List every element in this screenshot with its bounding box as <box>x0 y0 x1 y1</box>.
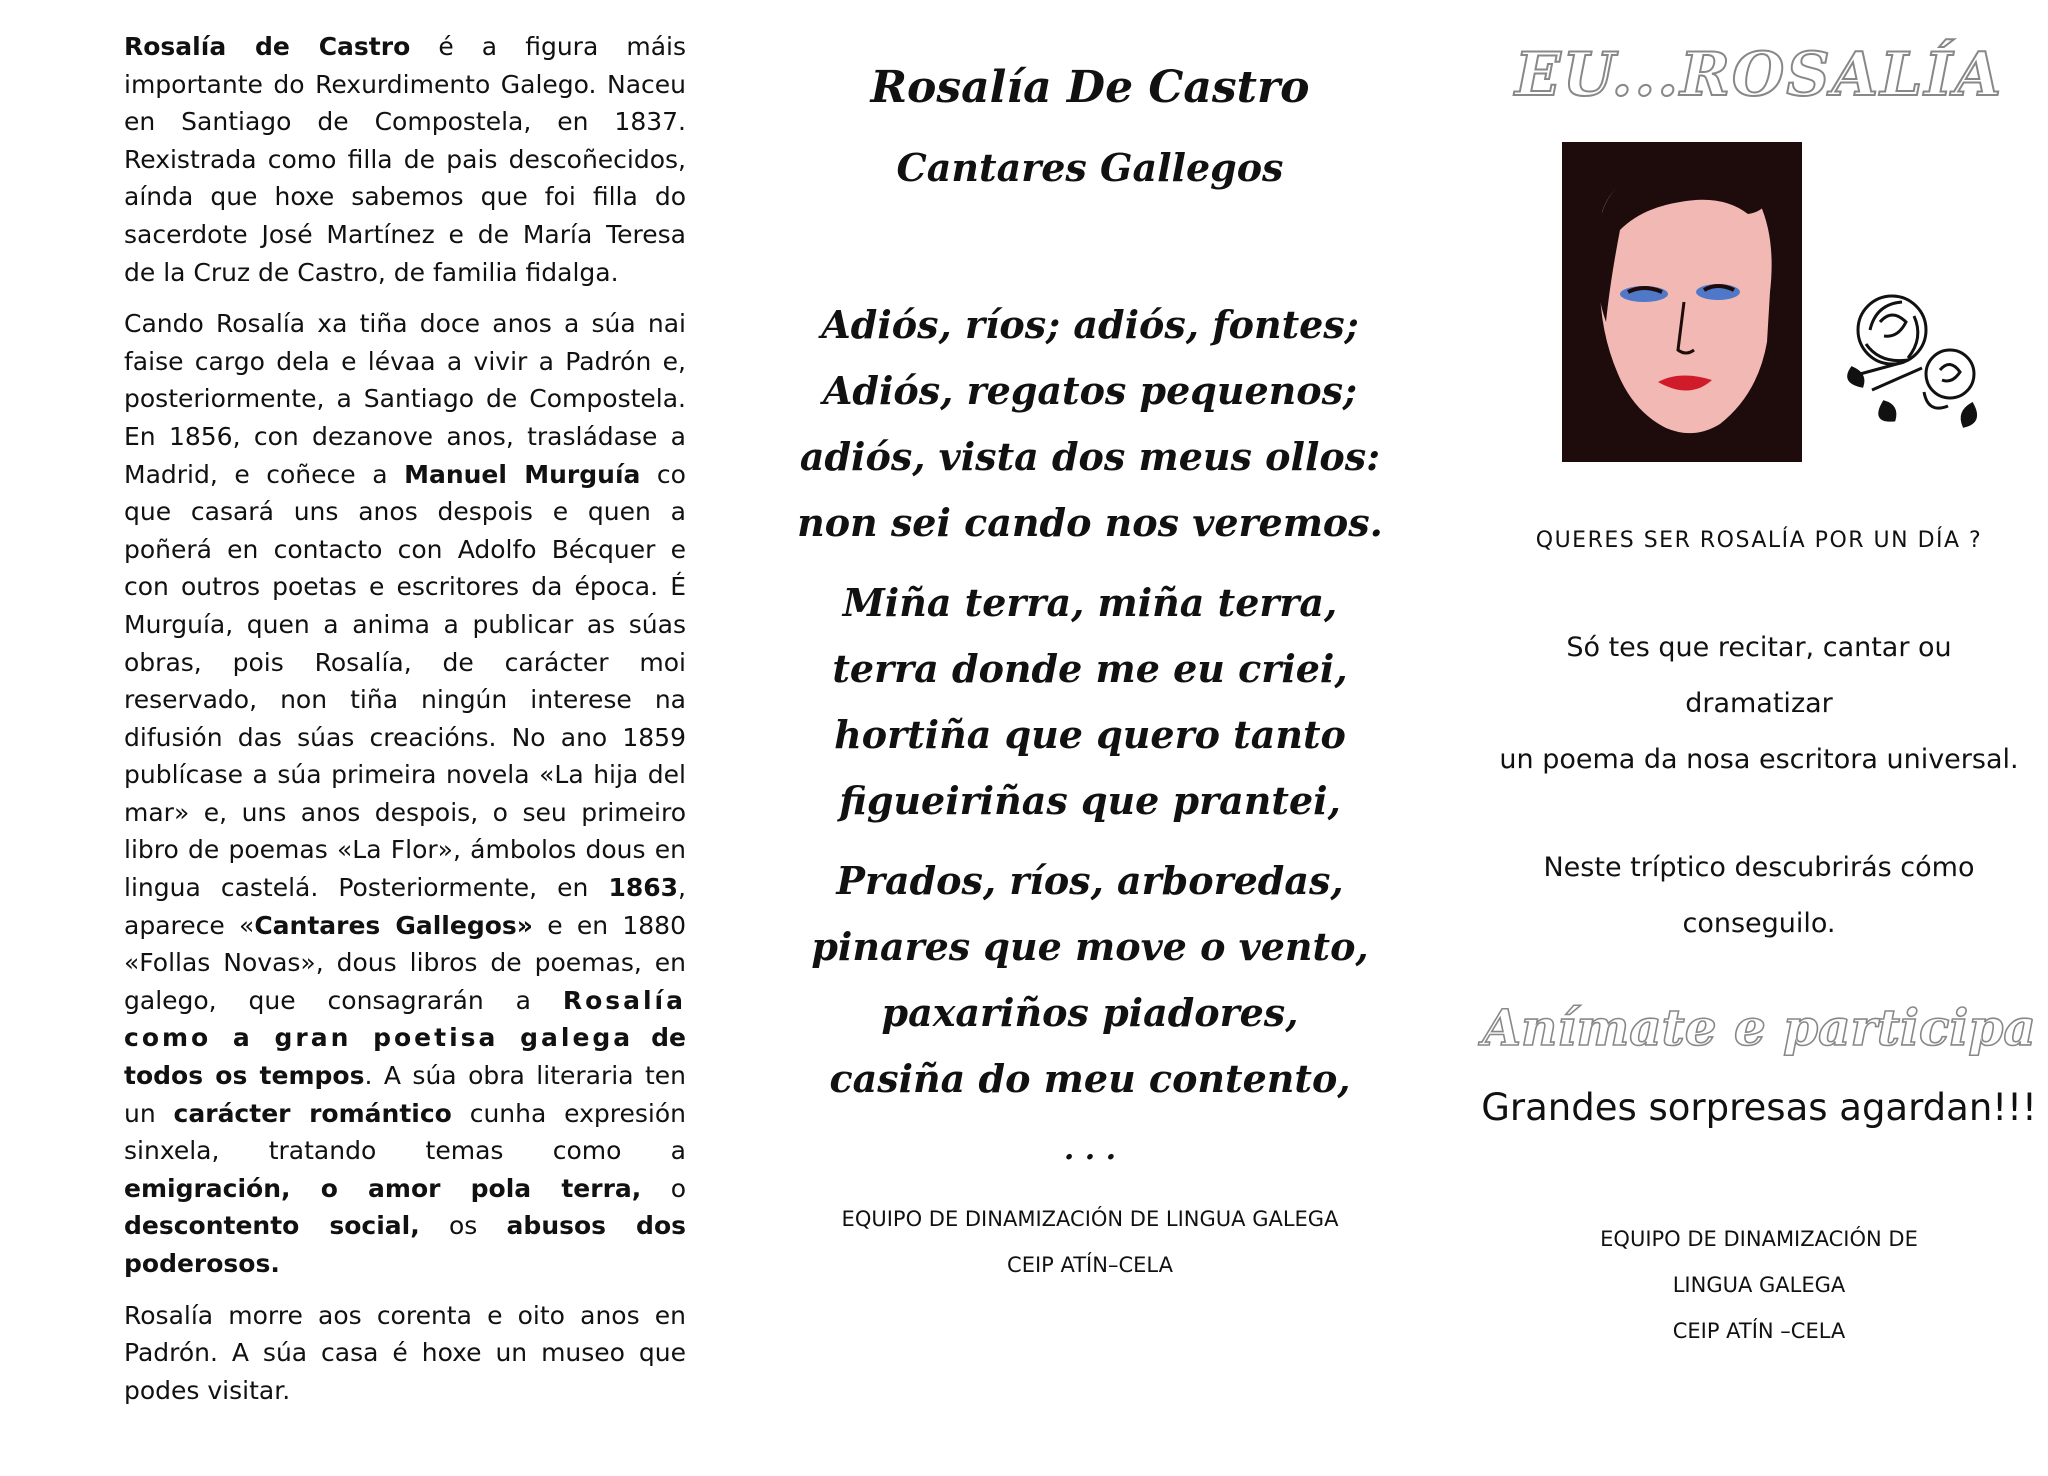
poem-line: casiña do meu contento, <box>829 1056 1351 1101</box>
text-run: . A súa obra literaria ten un <box>124 1061 686 1128</box>
bio-paragraph-3 <box>124 1297 686 1410</box>
poem-line: figueiriñas que prantei, <box>839 778 1341 823</box>
bold-run: Rosalía como a gran poetisa galega <box>124 985 686 1053</box>
team-name: EQUIPO DE DINAMIZACIÓN DE <box>1600 1227 1918 1251</box>
bold-run: abusos dos poderosos. <box>124 1211 686 1278</box>
poem-line: paxariños piadores, <box>881 990 1299 1035</box>
text-run: , aparece « <box>124 873 686 940</box>
invitation-line: dramatizar <box>1685 688 1833 719</box>
invitation-question: QUERES SER ROSALÍA POR UN DÍA ? <box>1535 528 1983 553</box>
text-run: o <box>641 1173 686 1203</box>
cover-footer <box>1470 1216 2048 1354</box>
portrait-illustration <box>1562 142 1802 462</box>
text-run: Rosalía morre aos corenta e oito anos en Padrón. A súa casa é hoxe un museo que podes visitar. <box>124 1300 686 1405</box>
text-run: e en 1880 «Follas Novas», dous libros de poemas, en galego, que consagrarán a <box>124 910 686 1015</box>
poem-line: Prados, ríos, arboredas, <box>836 858 1344 903</box>
howto-text <box>1470 840 2048 952</box>
team-name: EQUIPO DE DINAMIZACIÓN DE LINGUA GALEGA <box>841 1207 1339 1231</box>
poem-ellipsis: . . . <box>1063 1132 1117 1167</box>
bold-run: carácter romántico <box>173 1098 452 1128</box>
poem-stanza-3 <box>760 848 1420 1112</box>
text-run: cunha expresión sinxela, tratando temas como a <box>124 1098 686 1166</box>
poem-line: Miña terra, miña terra, <box>842 580 1338 625</box>
rose-icon <box>1832 282 1992 432</box>
cover-title: EU...ROSALÍA <box>1514 40 2004 110</box>
school-name: CEIP ATÍN–CELA <box>1007 1253 1173 1277</box>
text-run: co que casará uns anos despois e quen a poñerá en contacto con Adolfo Bécquer e con outros poetas e escritores da época. É Murguía, quen a anima a publicar as súas obras, pois Rosalía, de carácter moi reservado, non tiña ningún interese na difusión das súas creacións. No ano 1859 publícase a súa primeira novela «La hija del mar» e, uns anos despois, o seu primeiro libro de poemas «La Flor», ámbolos dous en lingua castelá. Posteriormente, en <box>124 459 686 903</box>
poem-line: Adiós, regatos pequenos; <box>822 368 1358 413</box>
text-run: os <box>419 1211 507 1241</box>
surprise-text: Grandes sorpresas agardan!!! <box>1481 1086 2037 1129</box>
bold-run: Rosalía de Castro <box>124 32 411 61</box>
bold-run: 1863 <box>608 873 679 903</box>
team-name-cont: LINGUA GALEGA <box>1672 1273 1846 1297</box>
poem-line: terra donde me eu criei, <box>832 646 1348 691</box>
bold-run: Cantares Gallegos» <box>254 910 533 940</box>
invitation-text <box>1470 620 2048 788</box>
rosalia-portrait <box>1562 142 1802 462</box>
school-name: CEIP ATÍN –CELA <box>1672 1319 1846 1343</box>
howto-line: conseguilo. <box>1682 908 1836 939</box>
slogan: Anímate e participa <box>1482 998 2036 1057</box>
poem-column <box>760 0 1420 1448</box>
bold-run: de todos os tempos <box>124 1023 686 1091</box>
biography-column <box>124 28 686 1476</box>
poem-line: Adiós, ríos; adiós, fontes; <box>821 302 1359 347</box>
poem-line: pinares que move o vento, <box>811 924 1369 969</box>
cover-column <box>1470 0 2048 1448</box>
text-run: Cando Rosalía xa tiña doce anos a súa nai faise cargo dela e lévaa a vivir a Padrón e, posteriormente, a Santiago de Compostela. En 1856, con dezanove anos, trasládase a Madrid, e coñece a <box>124 309 686 489</box>
middle-footer <box>760 1196 1420 1288</box>
invitation-line: Só tes que recitar, cantar ou <box>1566 632 1952 663</box>
text-run: é a figura máis importante do Rexurdimento Galego. Naceu en Santiago de Compostela, en 1837. Rexistrada como filla de pais descoñecidos, aínda que hoxe sabemos que foi filla do sacerdote José Martínez e de María Teresa de la Cruz de Castro, de familia fidalga. <box>124 32 686 287</box>
bold-run: descontento social, <box>124 1211 420 1241</box>
text-run <box>633 1023 651 1052</box>
poem-stanza-1 <box>760 292 1420 556</box>
book-subtitle: Cantares Gallegos <box>896 145 1284 190</box>
bio-paragraph-1 <box>124 28 686 291</box>
poem-stanza-2 <box>760 570 1420 834</box>
bold-run: emigración, o amor pola terra, <box>124 1173 642 1203</box>
bold-run: Manuel Murguía <box>404 459 641 489</box>
poem-line: adiós, vista dos meus ollos: <box>799 434 1381 479</box>
poem-line: hortiña que quero tanto <box>834 712 1346 757</box>
howto-line: Neste tríptico descubrirás cómo <box>1543 852 1975 883</box>
poet-title: Rosalía De Castro <box>870 62 1310 113</box>
bio-paragraph-2 <box>124 305 686 1282</box>
poem-line: non sei cando nos veremos. <box>797 500 1383 545</box>
invitation-line: un poema da nosa escritora universal. <box>1499 744 2019 775</box>
